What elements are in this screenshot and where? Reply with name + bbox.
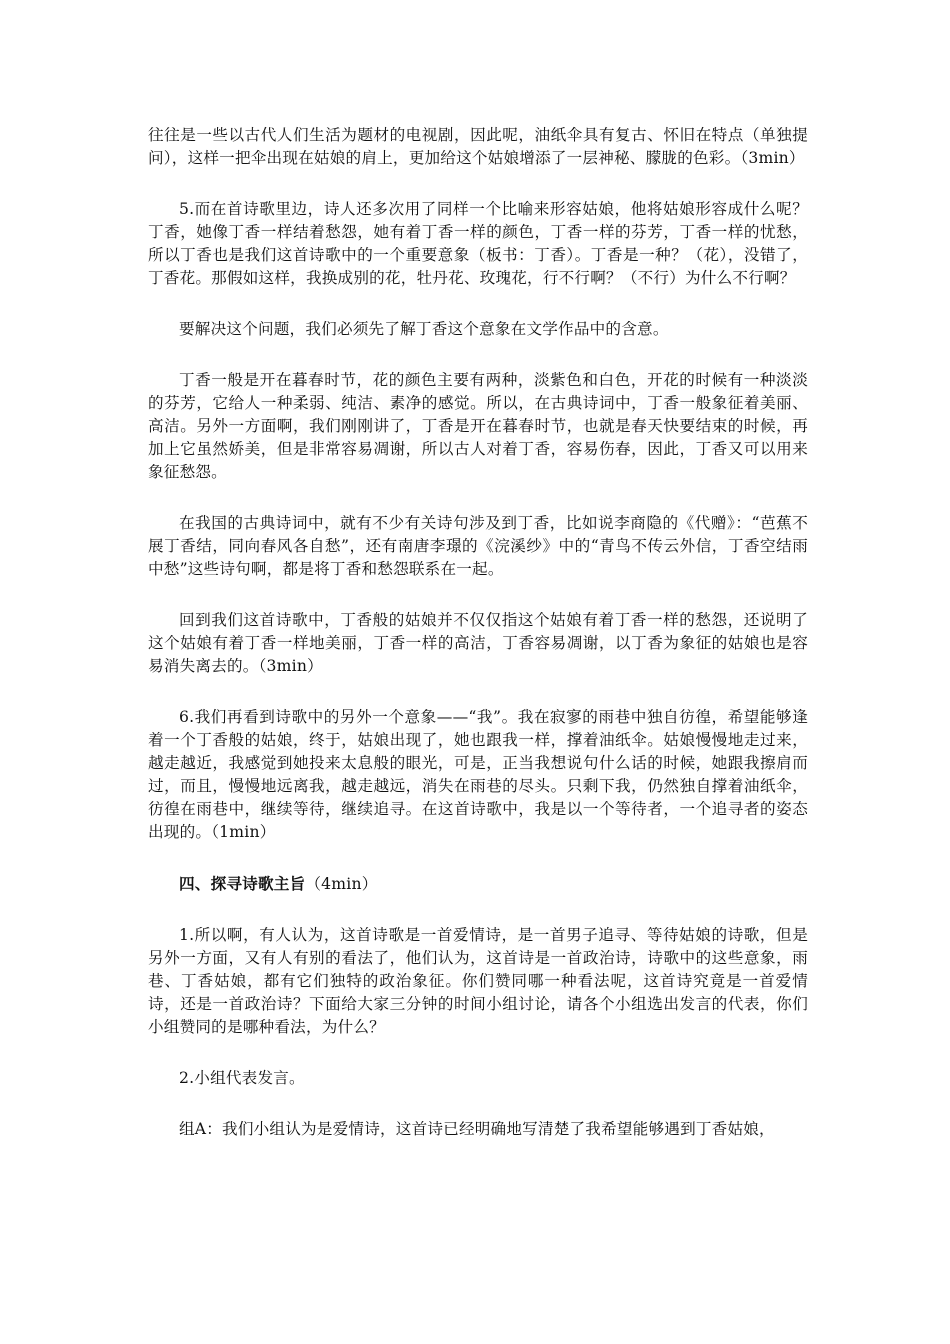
paragraph-classical-poems: 在我国的古典诗词中，就有不少有关诗句涉及到丁香，比如说李商隐的《代赠》：“芭蕉不展丁香结，同向春风各自愁”，还有南唐李璟的《浣溪纱》中的“青鸟不传云外信，丁香空结雨中愁”这些诗句啊，都是将丁香和愁怨联系在一起。 (148, 514, 808, 578)
section-heading (148, 872, 808, 896)
paragraph-speaker-image: 6.我们再看到诗歌中的另外一个意象——“我”。我在寂寥的雨巷中独自彷徨，希望能够逢着一个丁香般的姑娘，终于，姑娘出现了，她也跟我一样，撑着油纸伞。姑娘慢慢地走过来，越走越近，我感觉到她投来太息般的眼光，可是，正当我想说句什么话的时候，她跟我擦肩而过，而且，慢慢地远离我，越走越远，消失在雨巷的尽头。只剩下我，仍然独自撑着油纸伞，彷徨在雨巷中，继续等待，继续追寻。在这首诗歌中，我是以一个等待者，一个追寻者的姿态出现的。（1min） (148, 708, 808, 841)
document-body (148, 124, 808, 1169)
paragraph-group-speech: 2.小组代表发言。 (179, 1069, 305, 1087)
section-heading-time-note: （4min） (305, 875, 378, 893)
paragraph-lilac-girl: 回到我们这首诗歌中，丁香般的姑娘并不仅仅指这个姑娘有着丁香一样的愁怨，还说明了这个姑娘有着丁香一样地美丽，丁香一样的高洁，丁香容易凋谢，以丁香为象征的姑娘也是容易消失离去的。（3min） (148, 611, 808, 675)
paragraph-love-or-politics: 1.所以啊，有人认为，这首诗歌是一首爱情诗，是一首男子追寻、等待姑娘的诗歌，但是另外一方面，又有人有别的看法了，他们认为，这首诗是一首政治诗，诗歌中的这些意象，雨巷、丁香姑娘，都有它们独特的政治象征。你们赞同哪一种看法呢，这首诗究竟是一首爱情诗，还是一首政治诗？下面给大家三分钟的时间小组讨论，请各个小组选出发言的代表，你们小组赞同的是哪种看法，为什么？ (148, 926, 808, 1036)
paragraph-lilac-question: 要解决这个问题，我们必须先了解丁香这个意象在文学作品中的含意。 (179, 320, 669, 338)
paragraph-group-a: 组A：我们小组认为是爱情诗，这首诗已经明确地写清楚了我希望能够遇到丁香姑娘， (179, 1120, 775, 1138)
paragraph-lilac-meaning: 丁香一般是开在暮春时节，花的颜色主要有两种，淡紫色和白色，开花的时候有一种淡淡的芬芳，它给人一种柔弱、纯洁、素净的感觉。所以，在古典诗词中，丁香一般象征着美丽、高洁。另外一方面啊，我们刚刚讲了，丁香是开在暮春时节，也就是春天快要结束的时候，再加上它虽然娇美，但是非常容易凋谢，所以古人对着丁香，容易伤春，因此，丁香又可以用来象征愁怨。 (148, 371, 808, 481)
section-heading-title: 四、探寻诗歌主旨 (179, 874, 306, 893)
paragraph-umbrella-continuation: 往往是一些以古代人们生活为题材的电视剧，因此呢，油纸伞具有复古、怀旧在特点（单独提问），这样一把伞出现在姑娘的肩上，更加给这个姑娘增添了一层神秘、朦胧的色彩。（3min） (148, 126, 808, 167)
paragraph-lilac-metaphor: 5.而在首诗歌里边，诗人还多次用了同样一个比喻来形容姑娘，他将姑娘形容成什么呢？丁香，她像丁香一样结着愁怨，她有着丁香一样的颜色，丁香一样的芬芳，丁香一样的忧愁，所以丁香也是我们这首诗歌中的一个重要意象（板书：丁香）。丁香是一种？（花），没错了，丁香花。那假如这样，我换成别的花，牡丹花、玫瑰花，行不行啊？（不行）为什么不行啊？ (148, 200, 808, 287)
